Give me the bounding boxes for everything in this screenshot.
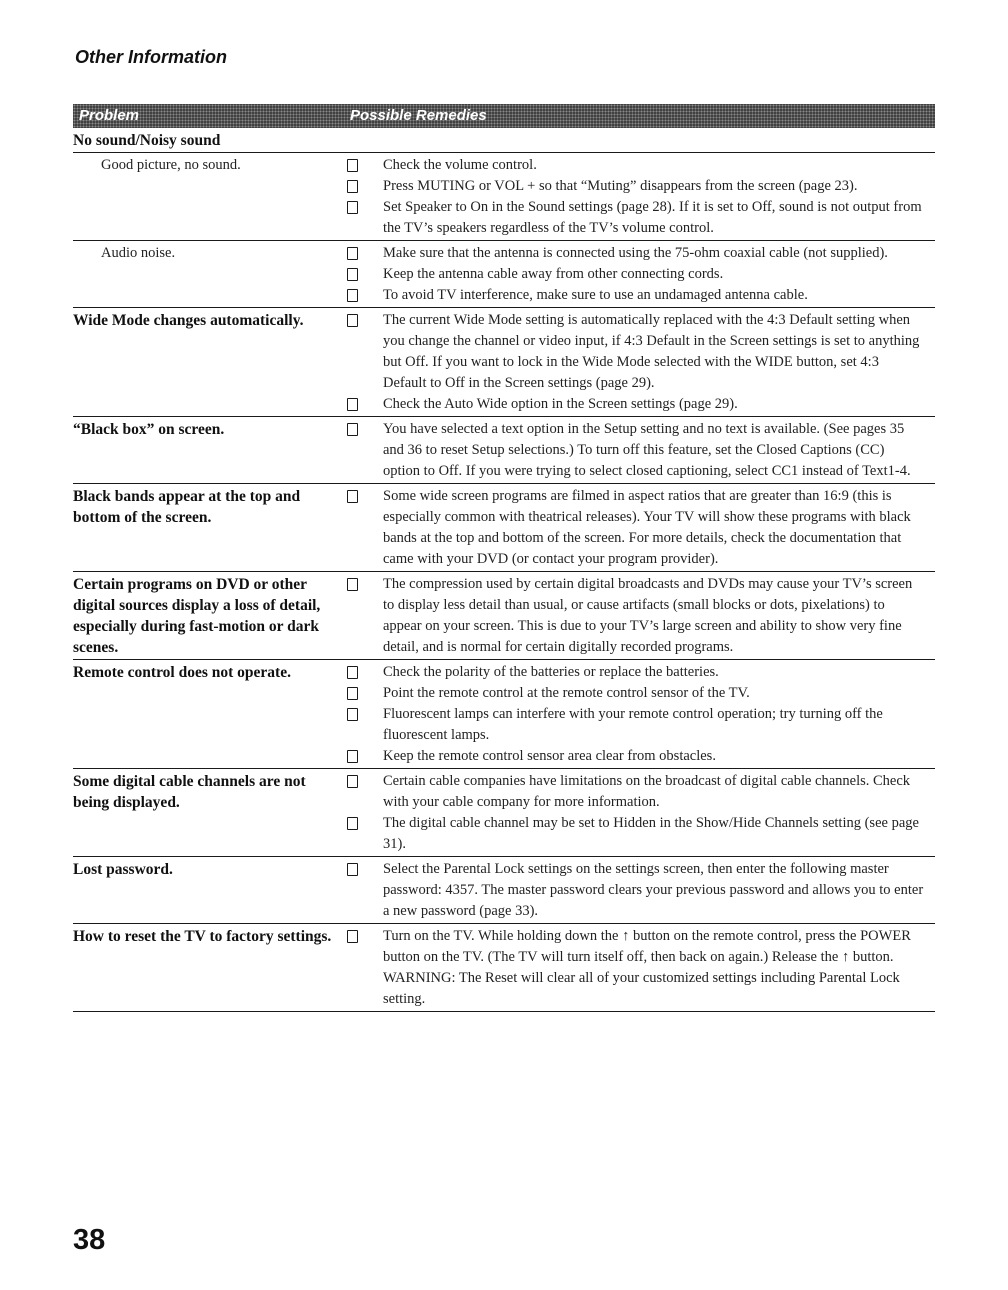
remedy-item: Keep the antenna cable away from other connecting cords.	[347, 264, 935, 285]
checkbox-bullet-icon	[347, 423, 358, 436]
remedy-item: Certain cable companies have limitations on the broadcast of digital cable channels. Check with your cable company for more information.	[347, 771, 935, 813]
checkbox-bullet-icon	[347, 708, 358, 721]
checkbox-bullet-icon	[347, 578, 358, 591]
checkbox-bullet-icon	[347, 863, 358, 876]
remedy-item: Set Speaker to On in the Sound settings (page 28). If it is set to Off, sound is not output from the TV’s speakers regardless of the TV’s volume control.	[347, 197, 935, 239]
problem-group-black-bands	[73, 484, 935, 572]
remedy-item: Press MUTING or VOL + so that “Muting” disappears from the screen (page 23).	[347, 176, 935, 197]
remedy-item: The compression used by certain digital broadcasts and DVDs may cause your TV’s screen to display less detail than usual, or cause artifacts (small blocks or dots, pixelations) to appear on your screen. This is due to your TV’s large screen and ability to show very fine detail, and is normal for certain digitally recorded programs.	[347, 574, 935, 658]
header-problem: Problem	[79, 107, 140, 124]
problem-label: Certain programs on DVD or other digital sources display a loss of detail, especially during fast-motion or dark scenes.	[73, 576, 321, 656]
remedy-item: To avoid TV interference, make sure to use an undamaged antenna cable.	[347, 285, 935, 306]
subproblem-audio-noise	[73, 241, 935, 307]
remedy-item: Keep the remote control sensor area clear from obstacles.	[347, 746, 935, 767]
problem-label: Lost password.	[73, 861, 173, 878]
subproblem-label: Audio noise.	[101, 245, 176, 261]
checkbox-bullet-icon	[347, 268, 358, 281]
problem-group-no-sound	[73, 128, 935, 308]
section-title: Other Information	[75, 47, 227, 67]
page-number: 38	[73, 1224, 106, 1256]
remedy-item: Make sure that the antenna is connected using the 75-ohm coaxial cable (not supplied).	[347, 243, 935, 264]
checkbox-bullet-icon	[347, 666, 358, 679]
problem-label: No sound/Noisy sound	[73, 132, 221, 149]
problem-group-factory-reset	[73, 924, 935, 1012]
problem-label: Wide Mode changes automatically.	[73, 312, 304, 329]
problem-label: How to reset the TV to factory settings.	[73, 928, 332, 945]
remedy-item: Check the volume control.	[347, 155, 935, 176]
remedy-item: Turn on the TV. While holding down the ↑ button on the remote control, press the POWER button on the TV. (The TV will turn itself off, then back on again.) Release the ↑ button. WARNING: The Reset will clear all of your customized settings including Parental Lock setting.	[347, 926, 935, 1010]
subproblem-label: Good picture, no sound.	[101, 157, 241, 173]
checkbox-bullet-icon	[347, 314, 358, 327]
problem-label: Black bands appear at the top and bottom of the screen.	[73, 488, 301, 526]
checkbox-bullet-icon	[347, 159, 358, 172]
remedy-item: You have selected a text option in the Setup setting and no text is available. (See pages 35 and 36 to reset Setup selections.) To turn off this feature, set the Closed Captions (CC) option to Off. If you were trying to select closed captioning, select CC1 instead of Text1-4.	[347, 419, 935, 482]
remedy-item: Fluorescent lamps can interfere with your remote control operation; try turning off the fluorescent lamps.	[347, 704, 935, 746]
problem-label: “Black box” on screen.	[73, 421, 225, 438]
remedy-item: Some wide screen programs are filmed in aspect ratios that are greater than 16:9 (this is especially common with theatrical releases). Your TV will show these programs with black bands at the top and bottom of the screen. For more details, check the documentation that came with your DVD (or contact your program provider).	[347, 486, 935, 570]
problem-group-wide-mode	[73, 308, 935, 417]
checkbox-bullet-icon	[347, 180, 358, 193]
table-header	[73, 104, 935, 128]
remedy-item: The digital cable channel may be set to Hidden in the Show/Hide Channels setting (see page 31).	[347, 813, 935, 855]
checkbox-bullet-icon	[347, 289, 358, 302]
checkbox-bullet-icon	[347, 817, 358, 830]
problem-label: Remote control does not operate.	[73, 664, 291, 681]
problem-group-lost-password	[73, 857, 935, 924]
remedy-item: Select the Parental Lock settings on the settings screen, then enter the following master password: 4357. The master password clears your previous password and allows you to enter a new password (page 33).	[347, 859, 935, 922]
remedy-item: Check the polarity of the batteries or replace the batteries.	[347, 662, 935, 683]
checkbox-bullet-icon	[347, 750, 358, 763]
problem-group-digital-detail-loss	[73, 572, 935, 660]
troubleshooting-table	[73, 104, 935, 1012]
problem-label: Some digital cable channels are not being displayed.	[73, 773, 306, 811]
problem-group-digital-cable	[73, 769, 935, 857]
problem-group-remote-control	[73, 660, 935, 769]
checkbox-bullet-icon	[347, 687, 358, 700]
checkbox-bullet-icon	[347, 201, 358, 214]
subproblem-good-picture-no-sound	[73, 152, 935, 241]
checkbox-bullet-icon	[347, 930, 358, 943]
checkbox-bullet-icon	[347, 490, 358, 503]
checkbox-bullet-icon	[347, 247, 358, 260]
remedy-item: Check the Auto Wide option in the Screen settings (page 29).	[347, 394, 935, 415]
header-remedies: Possible Remedies	[350, 107, 487, 124]
checkbox-bullet-icon	[347, 398, 358, 411]
remedy-item: The current Wide Mode setting is automatically replaced with the 4:3 Default setting when you change the channel or video input, if 4:3 Default in the Screen settings is set to anything but Off. If you want to lock in the Wide Mode selected with the WIDE button, set 4:3 Default to Off in the Screen settings (page 29).	[347, 310, 935, 394]
problem-group-black-box	[73, 417, 935, 484]
checkbox-bullet-icon	[347, 775, 358, 788]
remedy-item: Point the remote control at the remote control sensor of the TV.	[347, 683, 935, 704]
